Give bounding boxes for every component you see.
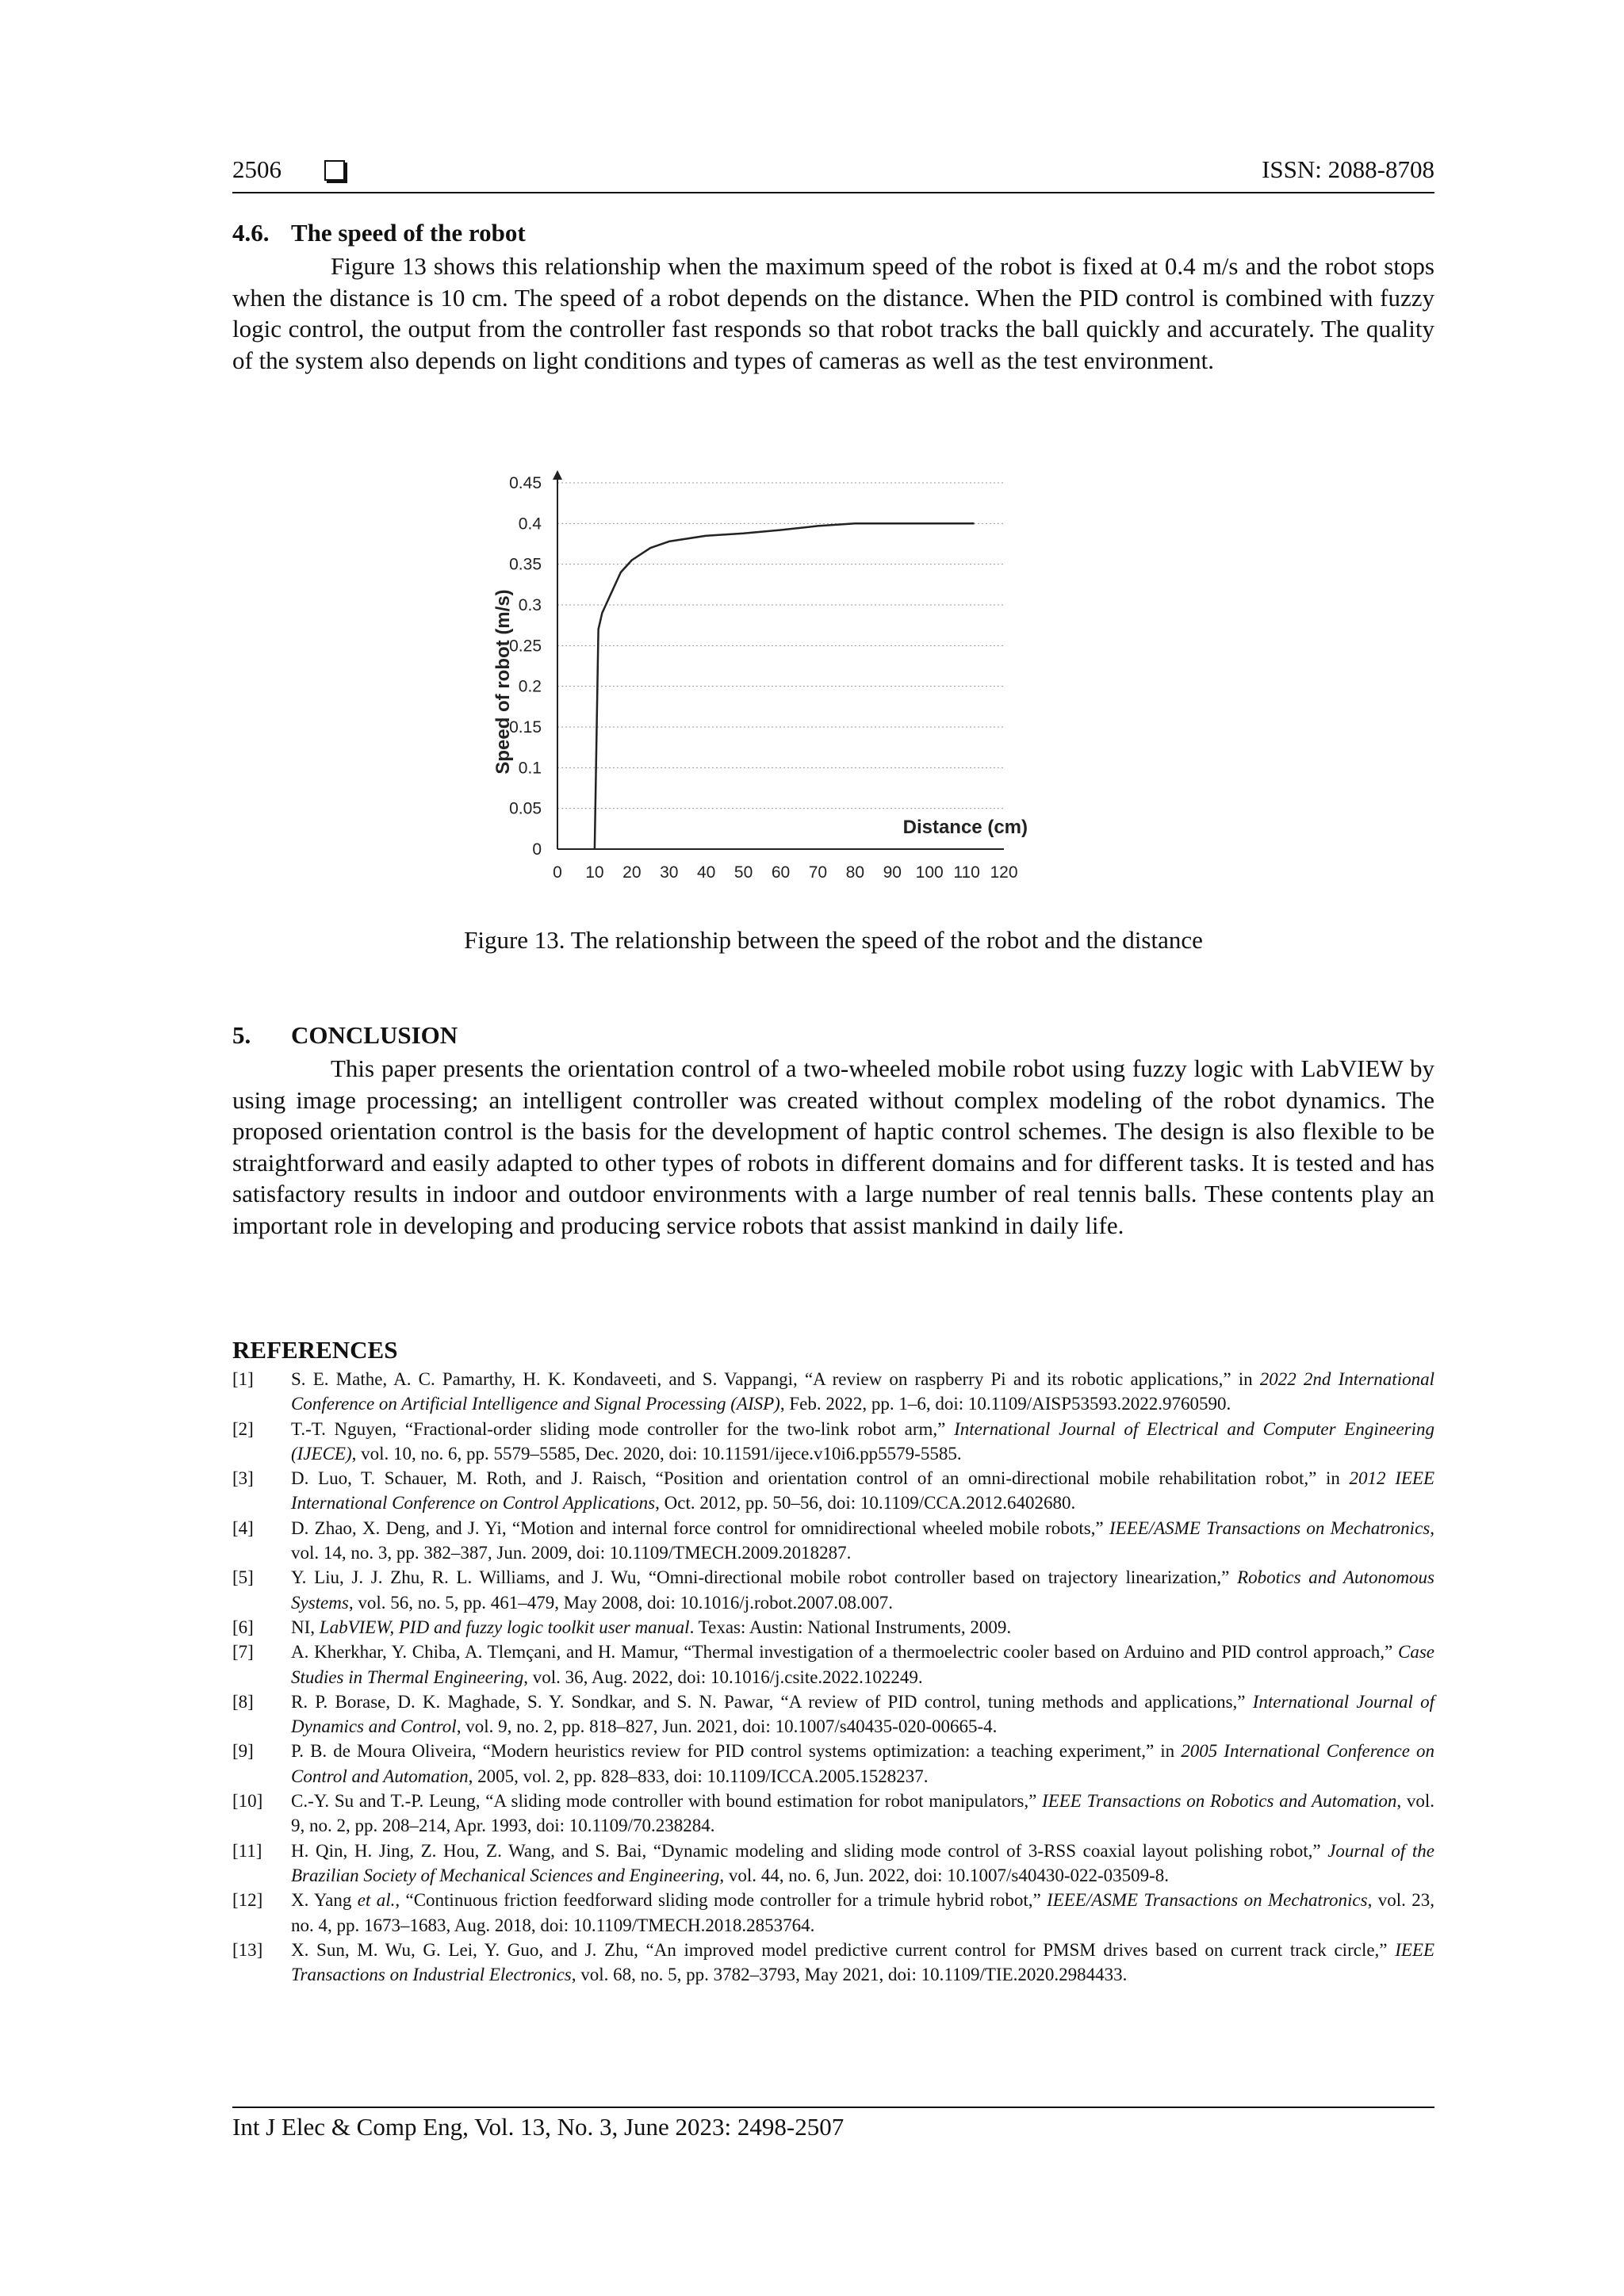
x-tick-label: 10 bbox=[585, 863, 604, 882]
reference-text: , Feb. 2022, pp. 1–6, doi: 10.1109/AISP53593.2022.9760590. bbox=[779, 1394, 1231, 1414]
reference-item bbox=[232, 1640, 1434, 1689]
reference-source: IEEE Transactions on Industrial Electronics bbox=[291, 1939, 1434, 1985]
speed-distance-chart bbox=[490, 464, 1251, 892]
x-tick-label: 50 bbox=[733, 863, 753, 882]
y-tick-label: 0.3 bbox=[518, 596, 542, 614]
reference-text: , vol. 68, no. 5, pp. 3782–3793, May 2021, doi: 10.1109/TIE.2020.2984433. bbox=[571, 1965, 1128, 1985]
reference-text: S. E. Mathe, A. C. Pamarthy, H. K. Kondaveeti, and S. Vappangi, “A review on raspberry Pi and its robotic applications,” in bbox=[291, 1369, 1260, 1389]
reference-text: X. Sun, M. Wu, G. Lei, Y. Guo, and J. Zhu, “An improved model predictive current control for PMSM drives based on current track circle,” bbox=[291, 1939, 1396, 1960]
reference-text: , vol. 9, no. 2, pp. 208–214, Apr. 1993, doi: 10.1109/70.238284. bbox=[291, 1791, 1434, 1836]
reference-source: 2012 IEEE International Conference on Control Applications bbox=[291, 1468, 1434, 1513]
reference-item bbox=[232, 1938, 1434, 1988]
reference-text: , vol. 14, no. 3, pp. 382–387, Jun. 2009, doi: 10.1109/TMECH.2009.2018287. bbox=[291, 1517, 1434, 1563]
x-tick-label: 80 bbox=[845, 863, 865, 882]
reference-number: [10] bbox=[232, 1791, 263, 1812]
reference-text: , vol. 36, Aug. 2022, doi: 10.1016/j.csite.2022.102249. bbox=[523, 1667, 923, 1687]
section-4-6-paragraph: Figure 13 shows this relationship when the maximum speed of the robot is fixed at 0.4 m/s and the robot stops when the distance is 10 cm. The speed of a robot depends on the distance. When the PID control is combined with fuzzy logic control, the output from the controller fast responds so that robot tracks the ball quickly and accurately. The quality of the system also depends on light conditions and types of cameras as well as the test environment. bbox=[232, 252, 1434, 374]
reference-number: [9] bbox=[232, 1741, 254, 1762]
reference-number: [12] bbox=[232, 1890, 263, 1911]
reference-item bbox=[232, 1516, 1434, 1566]
reference-item bbox=[232, 1466, 1434, 1516]
reference-source: International Journal of Dynamics and Control bbox=[291, 1691, 1434, 1737]
reference-item bbox=[232, 1888, 1434, 1938]
figure-13-chart bbox=[490, 464, 1251, 892]
page-number: 2506 bbox=[232, 155, 282, 183]
reference-item bbox=[232, 1839, 1434, 1888]
y-tick-label: 0.05 bbox=[509, 799, 542, 818]
reference-number: [2] bbox=[232, 1418, 254, 1439]
reference-text: C.-Y. Su and T.-P. Leung, “A sliding mode controller with bound estimation for robot manipulators,” bbox=[291, 1791, 1043, 1812]
issn: ISSN: 2088-8708 bbox=[1262, 155, 1434, 183]
reference-number: [4] bbox=[232, 1517, 254, 1538]
reference-text: X. Yang bbox=[291, 1890, 358, 1911]
reference-number: [6] bbox=[232, 1617, 254, 1637]
reference-text: , vol. 10, no. 6, pp. 5579–5585, Dec. 2020, doi: 10.11591/ijece.v10i6.pp5579-5585. bbox=[351, 1443, 962, 1464]
square-bullet-icon bbox=[324, 160, 345, 181]
reference-source: Robotics and Autonomous Systems bbox=[291, 1567, 1434, 1613]
reference-text: T.-T. Nguyen, “Fractional-order sliding mode controller for the two-link robot arm,” bbox=[291, 1418, 955, 1439]
reference-text: , vol. 56, no. 5, pp. 461–479, May 2008, doi: 10.1016/j.robot.2007.08.007. bbox=[348, 1592, 893, 1613]
reference-item bbox=[232, 1739, 1434, 1789]
section-title-text: The speed of the robot bbox=[291, 219, 526, 247]
page-header bbox=[232, 155, 1434, 193]
reference-number: [11] bbox=[232, 1840, 262, 1861]
x-tick-label: 90 bbox=[883, 863, 902, 882]
reference-text: Y. Liu, J. J. Zhu, R. L. Williams, and J. Wu, “Omni-directional mobile robot controller based on trajectory linearization,” bbox=[291, 1567, 1238, 1588]
reference-source: IEEE Transactions on Robotics and Automation bbox=[1042, 1791, 1397, 1812]
conclusion-paragraph: This paper presents the orientation control of a two-wheeled mobile robot using fuzzy logic with LabVIEW by using image processing; an intelligent controller was created without complex modeling of the robot dynamics. The proposed orientation control is the basis for the development of haptic control schemes. The design is also flexible to be straightforward and easily adapted to other types of robots in different domains and for different tasks. It is tested and has satisfactory results in indoor and outdoor environments with a large number of real tennis balls. These contents play an important role in developing and producing service robots that assist mankind in daily life. bbox=[232, 1054, 1434, 1239]
y-axis-label: Speed of robot (m/s) bbox=[492, 589, 514, 775]
section-4-6-title bbox=[232, 219, 526, 247]
y-tick-label: 0 bbox=[532, 840, 542, 859]
page-footer: Int J Elec & Comp Eng, Vol. 13, No. 3, June 2023: 2498-2507 bbox=[232, 2107, 1434, 2141]
reference-item bbox=[232, 1689, 1434, 1739]
reference-text: , vol. 9, no. 2, pp. 818–827, Jun. 2021, doi: 10.1007/s40435-020-00665-4. bbox=[456, 1716, 998, 1737]
reference-item bbox=[232, 1565, 1434, 1615]
x-tick-label: 100 bbox=[915, 863, 944, 882]
reference-source: et al. bbox=[357, 1890, 396, 1911]
reference-text: R. P. Borase, D. K. Maghade, S. Y. Sondkar, and S. N. Pawar, “A review of PID control, tuning methods and applications,” bbox=[291, 1691, 1253, 1712]
reference-number: [1] bbox=[232, 1369, 254, 1389]
reference-text: , vol. 44, no. 6, Jun. 2022, doi: 10.1007/s40430-022-03509-8. bbox=[719, 1865, 1170, 1885]
reference-text: P. B. de Moura Oliveira, “Modern heuristics review for PID control systems optimization: a teaching experiment,” in bbox=[291, 1741, 1182, 1762]
x-axis-label: Distance (cm) bbox=[902, 817, 1028, 838]
reference-text: D. Luo, T. Schauer, M. Roth, and J. Raisch, “Position and orientation control of an omni-directional mobile rehabilitation robot,” in bbox=[291, 1468, 1350, 1489]
reference-item bbox=[232, 1789, 1434, 1839]
reference-source: IEEE/ASME Transactions on Mechatronics bbox=[1047, 1890, 1368, 1911]
reference-text: H. Qin, H. Jing, Z. Hou, Z. Wang, and S. Bai, “Dynamic modeling and sliding mode control of 3-RSS coaxial layout polishing robot,” bbox=[291, 1840, 1328, 1861]
references-list bbox=[232, 1367, 1434, 1987]
conclusion-title bbox=[232, 1021, 458, 1050]
section-number: 4.6. bbox=[232, 219, 270, 247]
figure-caption: Figure 13. The relationship between the speed of the robot and the distance bbox=[464, 926, 1203, 954]
reference-text: , vol. 23, no. 4, pp. 1673–1683, Aug. 2018, doi: 10.1109/TMECH.2018.2853764. bbox=[291, 1890, 1434, 1935]
reference-item bbox=[232, 1367, 1434, 1417]
y-tick-label: 0.25 bbox=[509, 637, 542, 656]
reference-source: 2005 International Conference on Control and Automation bbox=[291, 1741, 1434, 1786]
reference-source: 2022 2nd International Conference on Artificial Intelligence and Signal Processing (AISP) bbox=[291, 1369, 1434, 1414]
y-tick-label: 0.2 bbox=[518, 677, 542, 696]
x-tick-label: 120 bbox=[990, 863, 1018, 882]
y-tick-label: 0.4 bbox=[518, 515, 542, 534]
x-tick-label: 20 bbox=[622, 863, 642, 882]
reference-source: LabVIEW, PID and fuzzy logic toolkit user manual bbox=[319, 1617, 690, 1637]
reference-item bbox=[232, 1615, 1434, 1640]
y-tick-label: 0.1 bbox=[518, 759, 542, 778]
reference-text: NI, bbox=[291, 1617, 320, 1637]
reference-item bbox=[232, 1417, 1434, 1467]
x-tick-label: 70 bbox=[808, 863, 828, 882]
reference-number: [8] bbox=[232, 1691, 254, 1712]
y-axis-arrow bbox=[553, 470, 562, 480]
reference-number: [13] bbox=[232, 1939, 263, 1960]
section-title-text: CONCLUSION bbox=[291, 1021, 458, 1049]
reference-text: . Texas: Austin: National Instruments, 2009. bbox=[689, 1617, 1012, 1637]
x-tick-label: 40 bbox=[696, 863, 716, 882]
reference-source: Case Studies in Thermal Engineering bbox=[291, 1642, 1434, 1687]
x-tick-label: 60 bbox=[771, 863, 791, 882]
reference-source: IEEE/ASME Transactions on Mechatronics bbox=[1109, 1517, 1431, 1538]
y-tick-label: 0.15 bbox=[509, 718, 542, 737]
reference-text: D. Zhao, X. Deng, and J. Yi, “Motion and internal force control for omnidirectional wheeled mobile robots,” bbox=[291, 1517, 1109, 1538]
reference-text: , 2005, vol. 2, pp. 828–833, doi: 10.1109/ICCA.2005.1528237. bbox=[468, 1766, 929, 1786]
reference-text: , Oct. 2012, pp. 50–56, doi: 10.1109/CCA.2012.6402680. bbox=[655, 1493, 1076, 1513]
y-tick-label: 0.45 bbox=[509, 474, 542, 492]
reference-number: [3] bbox=[232, 1468, 254, 1489]
reference-source: International Journal of Electrical and Computer Engineering (IJECE) bbox=[291, 1418, 1434, 1464]
reference-text: , “Continuous friction feedforward sliding mode controller for a trimule hybrid robot,” bbox=[395, 1890, 1048, 1911]
section-number: 5. bbox=[232, 1021, 251, 1049]
y-tick-label: 0.35 bbox=[509, 555, 542, 574]
references-title: REFERENCES bbox=[232, 1336, 398, 1364]
x-tick-label: 110 bbox=[953, 863, 980, 882]
x-tick-label: 30 bbox=[660, 863, 679, 882]
reference-source: Journal of the Brazilian Society of Mechanical Sciences and Engineering bbox=[291, 1840, 1434, 1885]
reference-number: [7] bbox=[232, 1642, 254, 1663]
reference-number: [5] bbox=[232, 1567, 254, 1588]
reference-text: A. Kherkhar, Y. Chiba, A. Tlemçani, and H. Mamur, “Thermal investigation of a thermoelectric cooler based on Arduino and PID control approach,” bbox=[291, 1642, 1398, 1663]
x-tick-label: 0 bbox=[553, 863, 562, 882]
